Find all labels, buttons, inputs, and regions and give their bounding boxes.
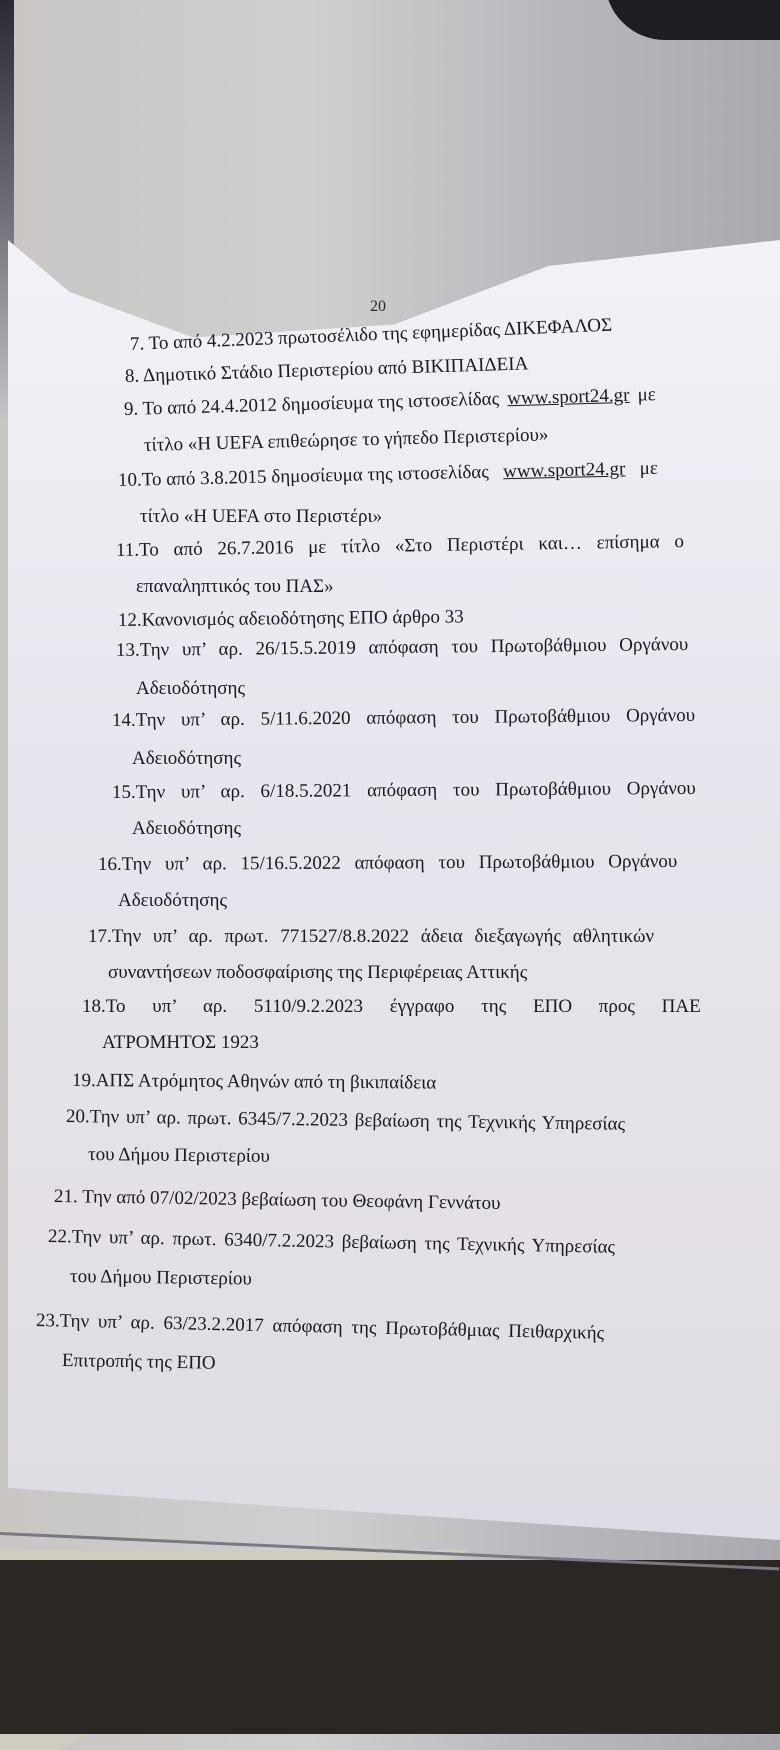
item-text: Το από 24.4.2012 δημοσίευμα της ιστοσελίδας <box>142 388 500 420</box>
item-number: 8. <box>124 365 140 387</box>
item-number: 7. <box>129 333 145 355</box>
list-item-19 <box>72 1070 436 1095</box>
item-text: Δημοτικό Στάδιο Περιστερίου από ΒΙΚΙΠΑΙΔΕΙΑ <box>142 353 529 387</box>
item-text: Κανονισμός αδειοδότησης ΕΠΟ άρθρο 33 <box>141 606 464 631</box>
item-text: Την υπ’ αρ. 5/11.6.2020 απόφαση του Πρωτοβάθμιου Οργάνου <box>135 704 696 731</box>
item-number: 10. <box>117 469 142 491</box>
item-text: Την υπ’ αρ. πρωτ. 6345/7.2.2023 βεβαίωση της Τεχνικής Υπηρεσίας <box>89 1106 626 1135</box>
item-text: Την υπ’ αρ. πρωτ. 771527/8.8.2022 άδεια διεξαγωγής αθλητικών <box>111 926 655 947</box>
item-number: 9. <box>123 398 139 420</box>
list-item-10-continuation <box>140 506 382 528</box>
list-item-18 <box>82 996 701 1018</box>
item-text: με <box>637 384 657 406</box>
item-text: ΑΠΣ Ατρόμητος Αθηνών από τη βικιπαίδεια <box>95 1070 437 1094</box>
item-number: 13. <box>115 639 140 661</box>
list-item-15 <box>112 778 696 804</box>
item-text: Αδειοδότησης <box>136 678 245 699</box>
item-number: 21. <box>53 1186 78 1208</box>
item-text: του Δήμου Περιστερίου <box>69 1266 253 1290</box>
item-text: τίτλο «Η UEFA επιθεώρησε το γήπεδο Περιστερίου» <box>143 424 549 456</box>
item-text: Επιτροπής της ΕΠΟ <box>61 1350 216 1374</box>
item-number: 11. <box>115 539 140 561</box>
item-text: επαναληπτικός του ΠΑΣ» <box>136 576 334 597</box>
list-item-16 <box>98 851 677 876</box>
item-text: Αδειοδότησης <box>132 818 241 839</box>
item-number: 22. <box>47 1226 72 1248</box>
sport24-link: www.sport24.gr <box>506 384 630 410</box>
item-number: 20. <box>65 1106 90 1128</box>
item-number: 16. <box>97 853 122 875</box>
item-text: ΑΤΡΟΜΗΤΟΣ 1923 <box>102 1032 259 1053</box>
item-number: 17. <box>88 926 112 947</box>
item-text: Το από 3.8.2015 δημοσίευμα της ιστοσελίδας <box>141 461 490 491</box>
item-text: Το από 26.7.2016 με τίτλο «Στο Περιστέρι και… επίσημα ο <box>138 531 685 561</box>
list-item-12 <box>118 606 464 632</box>
background-dark-object <box>605 0 780 40</box>
item-number: 23. <box>35 1310 60 1332</box>
list-item-15-continuation <box>132 818 241 840</box>
item-text: Το υπ’ αρ. 5110/9.2.2023 έγγραφο της ΕΠΟ προς ΠΑΕ <box>105 996 701 1017</box>
item-number: 12. <box>117 609 142 631</box>
item-text: Το από 4.2.2023 πρωτοσέλιδο της εφημερίδας ΔΙΚΕΦΑΛΟΣ <box>148 314 613 355</box>
item-text: Την υπ’ αρ. 63/23.2.2017 απόφαση της Πρωτοβάθμιας Πειθαρχικής <box>59 1310 605 1344</box>
list-item-20-continuation <box>88 1144 270 1168</box>
item-text: Την υπ’ αρ. πρωτ. 6340/7.2.2023 βεβαίωση της Τεχνικής Υπηρεσίας <box>71 1226 616 1258</box>
item-text: συναντήσεων ποδοσφαίρισης της Περιφέρειας Αττικής <box>108 962 528 983</box>
page-number: 20 <box>370 298 386 315</box>
list-item-17 <box>88 926 654 948</box>
item-text: Αδειοδότησης <box>118 890 227 911</box>
item-number: 18. <box>82 996 106 1017</box>
item-text: Την υπ’ αρ. 6/18.5.2021 απόφαση του Πρωτοβάθμιου Οργάνου <box>135 777 696 803</box>
list-item-16-continuation <box>118 890 227 912</box>
item-text: Την υπ’ αρ. 26/15.5.2019 απόφαση του Πρωτοβάθμιου Οργάνου <box>139 634 689 661</box>
list-item-13-continuation <box>136 678 245 700</box>
list-item-17-continuation <box>108 962 527 984</box>
item-text: Αδειοδότησης <box>132 748 241 769</box>
list-item-18-continuation <box>102 1032 259 1054</box>
item-text: του Δήμου Περιστερίου <box>87 1144 271 1167</box>
sport24-link: www.sport24.gr <box>502 458 626 483</box>
list-item-22-continuation <box>70 1266 252 1291</box>
item-text: με <box>639 457 659 480</box>
item-number: 15. <box>111 781 136 803</box>
item-text: τίτλο «Η UEFA στο Περιστέρι» <box>140 506 383 527</box>
list-item-14-continuation <box>132 748 241 770</box>
desk-surface-dark <box>0 1560 780 1734</box>
list-item-11-continuation <box>136 576 334 598</box>
list-item-23-continuation <box>62 1350 216 1375</box>
item-text: Την από 07/02/2023 βεβαίωση του Θεοφάνη Γεννάτου <box>82 1186 501 1215</box>
item-text: Την υπ’ αρ. 15/16.5.2022 απόφαση του Πρωτοβάθμιου Οργάνου <box>121 850 678 875</box>
item-number: 19. <box>71 1070 96 1092</box>
item-number: 14. <box>111 709 136 731</box>
